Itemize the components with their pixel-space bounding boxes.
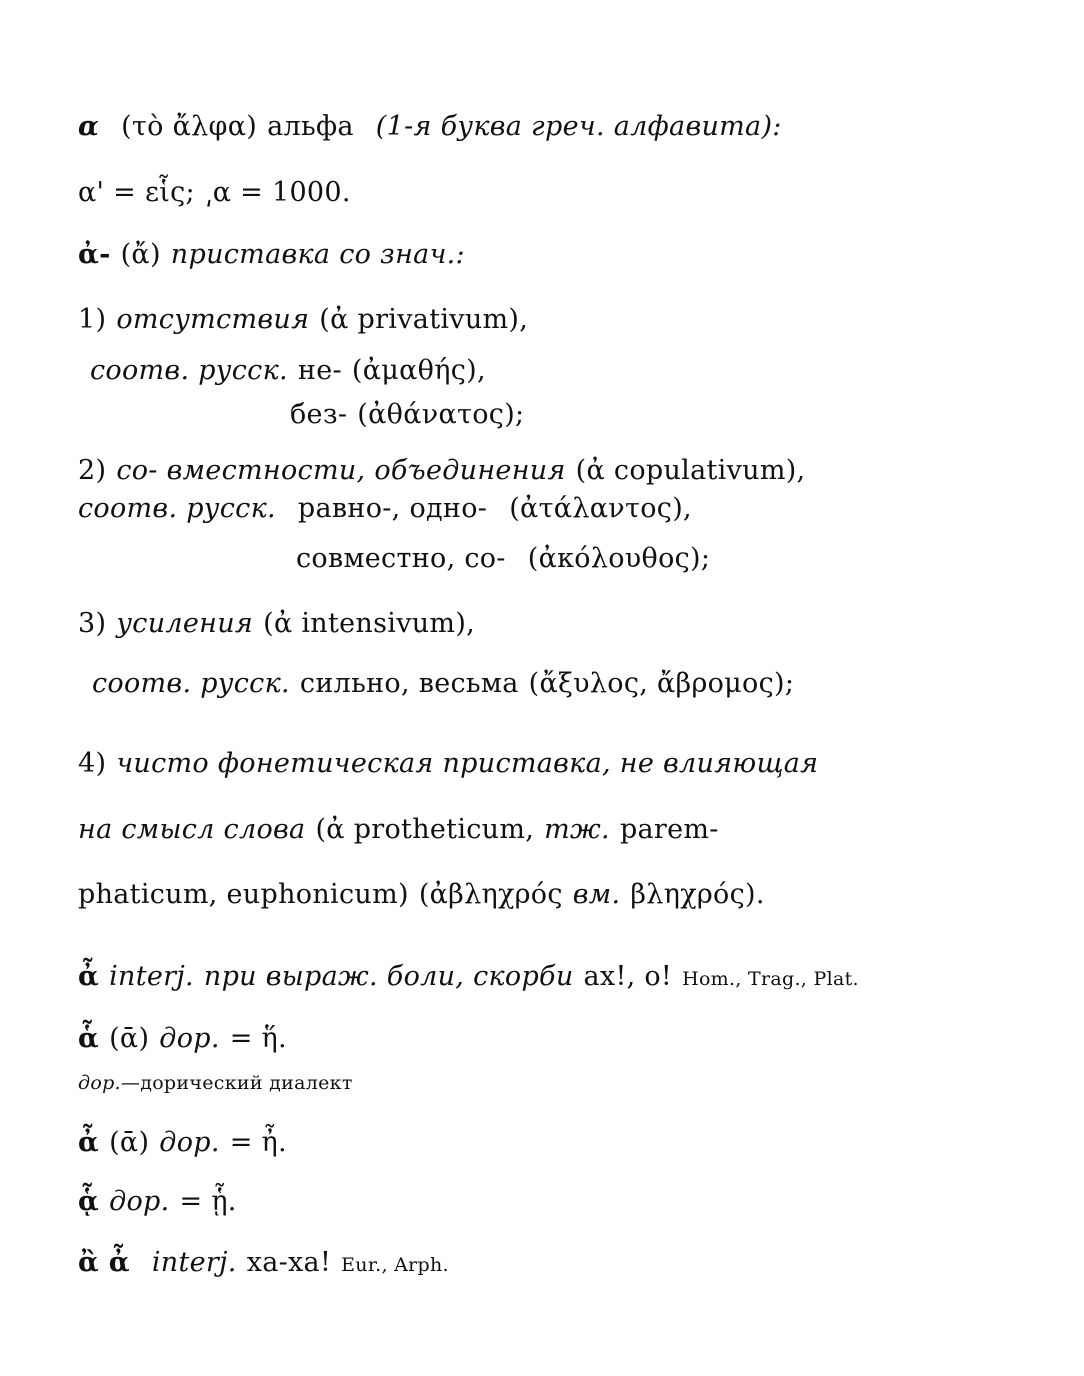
latin-term: (ἀ copulativum), — [575, 455, 806, 486]
entry-interj-1 — [78, 960, 859, 996]
equivalent: = ἦ. — [229, 1127, 287, 1158]
greek-example: (ἀθάνατος); — [357, 399, 525, 430]
sense-4-line-3 — [78, 878, 765, 912]
pos: interj. — [109, 961, 194, 992]
entry-prefix — [78, 238, 465, 272]
russian-prefix: не- — [297, 355, 342, 386]
headword: ἂ ἆ — [78, 1247, 130, 1278]
latin-term: (ἀ intensivum), — [263, 608, 476, 639]
numeral-thousand: ͵α = 1000. — [204, 177, 351, 208]
sense-label: со- вместности, объединения — [116, 455, 566, 486]
gloss: при выраж. боли, скорби — [203, 961, 574, 992]
sense-2-line-3 — [296, 542, 710, 576]
note: (1-я буква греч. алфавита): — [375, 111, 782, 142]
headword: ἇ — [78, 1023, 100, 1054]
headword: ἀ- — [78, 239, 111, 270]
greek-example: (ἄξυλος, ἄβρομος); — [528, 668, 795, 699]
russian: ха-ха! — [246, 1247, 332, 1278]
entry-doric-3 — [78, 1185, 237, 1219]
sense-label: чисто фонетическая приставка, не влияющая — [116, 748, 819, 779]
headword: ἆ — [78, 961, 100, 992]
latin-term-3: phaticum, euphonicum) — [78, 879, 409, 910]
variant: (ᾱ) — [109, 1127, 150, 1158]
variant: (ᾱ) — [109, 1023, 150, 1054]
sense-label: усиления — [116, 608, 254, 639]
entry-alpha — [78, 110, 782, 144]
greek-example-2: βληχρός). — [630, 879, 765, 910]
sense-1-line-2 — [90, 354, 486, 388]
abbr-dor: дор. — [78, 1072, 121, 1094]
abbr-tzh: тж. — [544, 814, 610, 845]
pos: interj. — [151, 1247, 237, 1278]
russian-prefix: равно-, одно- — [297, 493, 488, 524]
greek-name: (τὸ ἄλφα) — [121, 111, 258, 142]
references: Hom., Trag., Plat. — [682, 968, 859, 990]
headword: ᾇ — [78, 1186, 100, 1217]
sense-1-line-1 — [78, 303, 528, 337]
entry-interj-2 — [78, 1246, 449, 1282]
greek-example: (ἀμαθής), — [351, 355, 486, 386]
sense-number: 1) — [78, 304, 107, 335]
correspondence: соотв. русск. — [90, 355, 288, 386]
abbr-dor: дор. — [159, 1023, 220, 1054]
translation: альфа — [267, 111, 354, 142]
sense-1-line-3 — [290, 398, 524, 432]
sense-number: 4) — [78, 748, 107, 779]
equivalent: = ἥ. — [229, 1023, 287, 1054]
references: Eur., Arph. — [341, 1254, 449, 1276]
sense-4-line-1 — [78, 747, 818, 781]
numeral-one: α' = εἷς; — [78, 177, 195, 208]
russian-prefix: без- — [290, 399, 348, 430]
russian: ах!, о! — [583, 961, 673, 992]
gloss: приставка со знач.: — [170, 239, 465, 270]
sense-number: 2) — [78, 455, 107, 486]
correspondence: соотв. русск. — [92, 668, 290, 699]
sense-2-line-1 — [78, 454, 805, 488]
sense-number: 3) — [78, 608, 107, 639]
sense-3-line-1 — [78, 607, 475, 641]
greek-example: (ἀκόλουθος); — [527, 543, 711, 574]
footnote-text: —дорический диалект — [120, 1072, 353, 1094]
greek-example: (ἀβληχρός — [418, 879, 563, 910]
sense-4-line-2 — [78, 813, 719, 847]
sense-3-line-2 — [92, 667, 794, 701]
abbr-dor: дор. — [109, 1186, 170, 1217]
greek-example: (ἀτάλαντος), — [509, 493, 692, 524]
headword: ἆ — [78, 1127, 100, 1158]
russian-prefix: совместно, со- — [296, 543, 506, 574]
latin-term: (ἀ protheticum, — [315, 814, 535, 845]
russian-gloss: сильно, весьма — [299, 668, 519, 699]
sense-label-cont: на смысл слова — [78, 814, 306, 845]
variant: (ἄ) — [120, 239, 161, 270]
entry-numerals — [78, 176, 351, 210]
latin-term: (ἀ privativum), — [319, 304, 529, 335]
sense-2-line-2 — [78, 492, 692, 526]
doric-footnote — [78, 1070, 353, 1096]
entry-doric-2 — [78, 1126, 287, 1160]
abbr-dor: дор. — [159, 1127, 220, 1158]
headword: α — [78, 111, 100, 142]
sense-label: отсутствия — [116, 304, 310, 335]
latin-term-2: parem- — [619, 814, 719, 845]
abbr-vm: вм. — [572, 879, 621, 910]
correspondence: соотв. русск. — [78, 493, 276, 524]
equivalent: = ᾗ. — [179, 1186, 237, 1217]
entry-doric-1 — [78, 1022, 287, 1056]
